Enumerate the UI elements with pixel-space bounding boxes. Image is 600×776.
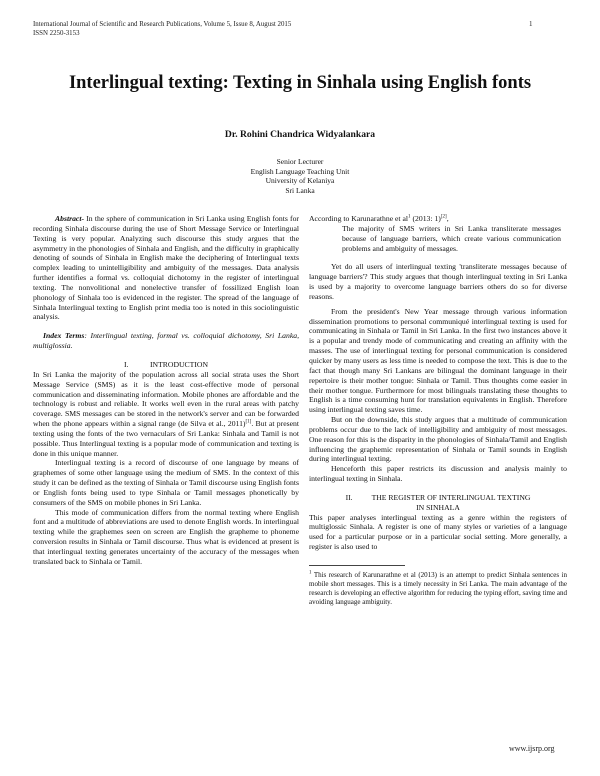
affiliation-line-1: Senior Lecturer <box>276 157 324 166</box>
citation-ref-2: [2] <box>440 214 447 220</box>
footnote-number: 1 <box>309 570 312 576</box>
section-2-title-line-2: IN SINHALA <box>416 502 460 512</box>
body-paragraph-5: This paper analyses interlingual texting as a genre within the registers of multiglossic Sinhala. A register is one of many styles or varieties of a language used for a particular purpose or in a particular social setting. More generally, a register is also used to <box>309 512 567 552</box>
page-number: 1 <box>529 20 533 28</box>
index-terms <box>33 331 299 351</box>
footnote-divider <box>309 565 405 566</box>
body-paragraph-4: Henceforth this paper restricts its discussion and analysis mainly to interlingual texting in Sinhala. <box>309 464 567 484</box>
body-paragraph-3: But on the downside, this study argues that a multitude of communication problems occur due to the lack of intelligibility and ambiguity of most messages. One reason for this is the disparity in the phonologies of Sinhala/Tamil and English influencing the graphemic representation of Sinhala or Tamil sounds in English during interlingual texting. <box>309 415 567 464</box>
citation-text-a: According to Karunarathne et al <box>309 214 409 223</box>
right-column <box>309 214 567 607</box>
index-terms-label: Index Terms <box>43 331 85 341</box>
citation-ref-1: [1] <box>245 419 252 425</box>
intro-p1-text-b: . But at present texting using the fonts of the two vernaculars of Sri Lanka: Sinhala and Tamil is not possible. Thus Interlingual texting is a popular mode of communication and texting is done in this unique manner. <box>33 419 299 458</box>
section-title: INTRODUCTION <box>149 359 209 369</box>
block-quote: The majority of SMS writers in Sri Lanka transliterate messages because of language barriers, which create various communication problems and ambiguity of messages. <box>342 223 561 253</box>
author-name: Dr. Rohini Chandrica Widyalankara <box>224 129 376 140</box>
abstract-label: Abstract- <box>55 214 85 223</box>
footnote-text: This research of Karunarathne et al (2013) is an attempt to predict Sinhala sentences in mobile short messages. This is a timely necessity in Sri Lanka. The main advantage of the research is developing an effective algorithm for reducing the typing effort, saving time and avoiding language ambiguity. <box>309 571 567 606</box>
section-2-title-line-1: THE REGISTER OF INTERLINGUAL TEXTING <box>371 492 531 502</box>
citation-text-b: (2013: 1) <box>410 214 441 223</box>
intro-paragraph-3: This mode of communication differs from the normal texting where English font and a multitude of abbreviations are used to denote English words. In interlingual texting while the graphemes seen on screen are English the grapheme to phoneme conversion results in Sinhala or Tamil discourse. Thus what is evidenced at present is that interlingual texting generates uncertainty of the accuracy of the messages when translated back to Sinhala or Tamil. <box>33 507 299 566</box>
author-affiliation <box>40 157 560 195</box>
citation-line <box>309 214 567 224</box>
section-heading-register <box>309 493 567 503</box>
section-heading-introduction <box>33 360 299 370</box>
journal-header-line1: International Journal of Scientific and Research Publications, Volume 5, Issue 8, August 2015 <box>33 21 292 28</box>
paper-title: Interlingual texting: Texting in Sinhala using English fonts <box>68 73 532 93</box>
body-paragraph-1: Yet do all users of interlingual texting 'transliterate messages because of language barriers'? This study argues that though interlingual texting in Sri Lanka is used by a majority to overcome language barriers others do so for diverse reasons. <box>309 262 567 301</box>
footnote-marker: 1 <box>408 214 411 220</box>
abstract-text: In the sphere of communication in Sri Lanka using English fonts for recording Sinhala discourse during the use of Short Message Service or Interlingual Texting is very popular. Analyzing such discourse this study argues that the asymmetry in the phonologies of Sinhala and English, and the difficulty in graphically denoting of sounds of Sinhala in English make the deciphering of Interlingual texts complex leading to unintelligibility and ambiguity of the messages. Data analysis further identifies a formal vs. colloquial dichotomy in the register of interlingual texting. The nonvolitional and nonelective transfer of fossilized English loan phonology of Sinhala too is evidenced in the register. The spread of the language of Sinhala Interlingual texting to English print media too is noted in this sociolinguistic analysis. <box>33 214 299 322</box>
citation-text-c: , <box>446 214 449 223</box>
intro-paragraph-1 <box>33 370 299 459</box>
abstract <box>33 214 299 322</box>
body-paragraph-2: From the president's New Year message through various information dissemination promotions to personal communiqué interlingual texting is used for communicating in Sinhala or Tamil in Sri Lanka. In the first two instances above it is a popular and trendy mode of communicating and creating an affinity with the masses. The use of interlingual texting for personal communication is considered quicker by many users as less time is needed to compose the text. This is due to the fact that though many Sri Lankans are bilingual the dominant language in their repertoire is their mother tongue: Sinhala or Tamil. Thus thoughts come easier in their mother tongue. Furthermore for most bilinguals translating these thoughts to English is a time consuming hunt for translation equivalents in English. Therefore using interlingual texting saves time. <box>309 306 567 415</box>
section-number: I. <box>123 359 129 369</box>
journal-header <box>33 20 553 38</box>
affiliation-line-3: University of Kelaniya <box>265 176 335 185</box>
section-2-number: II. <box>345 492 353 502</box>
intro-paragraph-2: Interlingual texting is a record of discourse of one language by means of graphemes of some other language using the medium of SMS. In the context of this study it can be defined as the texting of Sinhala or Tamil discourse using English fonts or English fonts being used to type Sinhala or Tamil messages phonetically by consumers of the SMS on mobile phones in Sri Lanka. <box>33 458 299 507</box>
journal-url: www.ijsrp.org <box>509 744 555 753</box>
affiliation-line-2: English Language Teaching Unit <box>250 166 350 176</box>
affiliation-line-4: Sri Lanka <box>285 185 315 195</box>
journal-issn: ISSN 2250-3153 <box>33 30 80 37</box>
index-terms-text: : Interlingual texting, formal vs. colloquial dichotomy, Sri Lanka, multiglossia. <box>33 331 299 351</box>
left-column <box>33 214 299 567</box>
intro-p1-text-a: In Sri Lanka the majority of the population across all social strata uses the Short Message Service (SMS) as it is the least cost-effective mode of personal communication and disseminating information. Mobile phones are affordable and the technology is robust and reliable. It works well even in the rural areas with patchy coverage. SMS messages can be stored in the network's server and can be forwarded when the phone appears within a signal range (de Silva et al., 2011) <box>33 369 299 429</box>
footnote <box>309 571 567 607</box>
